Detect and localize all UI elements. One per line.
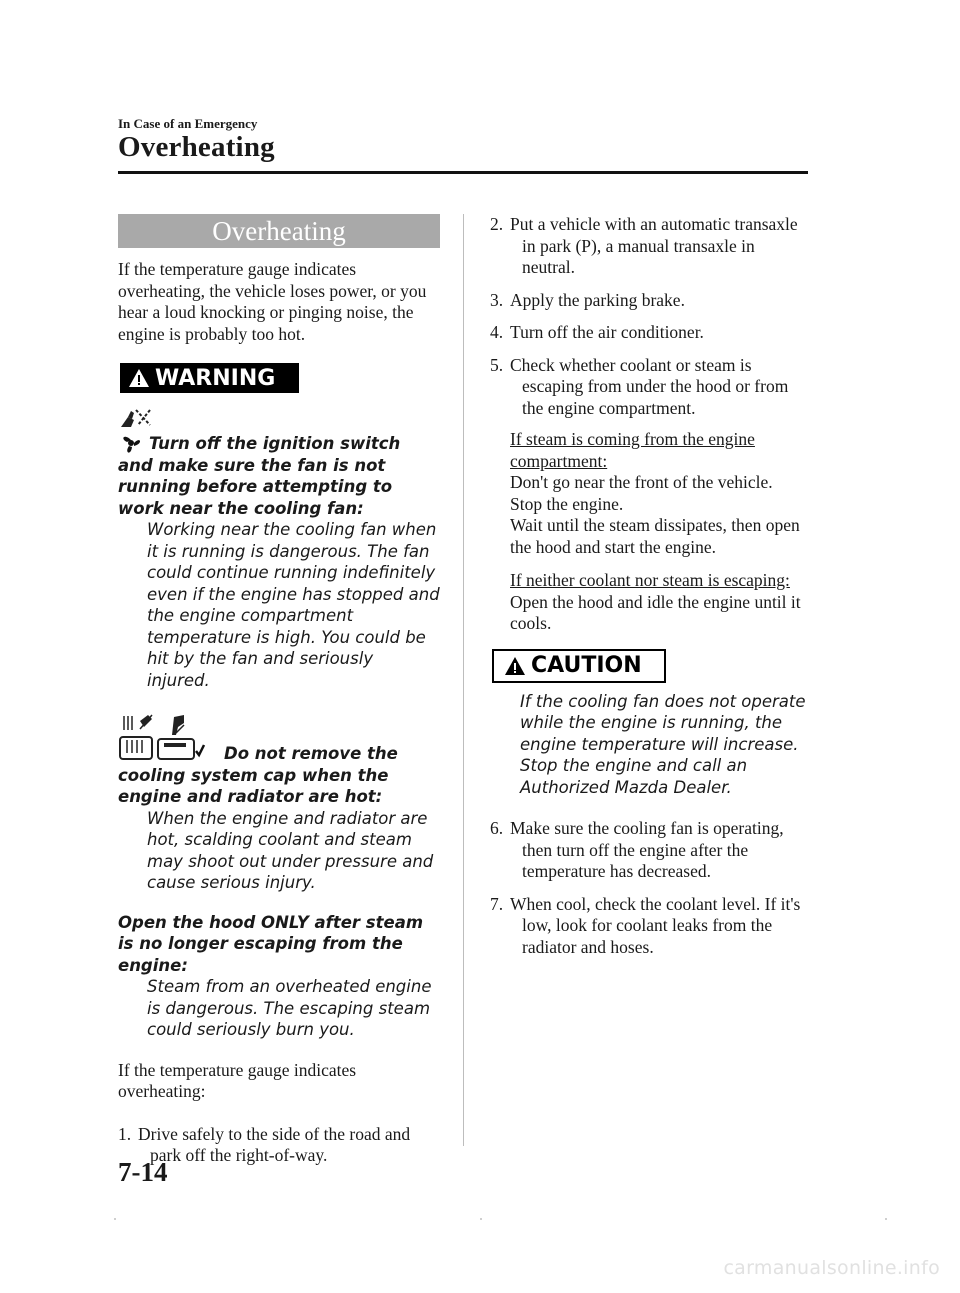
header-rule [118, 171, 808, 174]
left-column [118, 214, 440, 1167]
warning-item-2 [118, 743, 440, 894]
warning-item-3 [118, 912, 440, 1041]
warning-label-text: WARNING [155, 365, 276, 391]
steps-list-right [490, 214, 810, 419]
step-3-number: 3. [490, 289, 504, 310]
warning-item-3-lead: Open the hood ONLY after steam is no longer escaping from the engine: [118, 912, 424, 975]
cap-warning-icons [118, 713, 440, 765]
cap-removal-icon [156, 713, 206, 763]
warning-item-2-lead: Do not remove the cooling system cap when the engine and radiator are hot: [118, 744, 398, 806]
step-4 [490, 322, 810, 344]
step-6-number: 6. [490, 818, 504, 838]
step-3-text: Apply the parking brake. [510, 289, 685, 310]
scan-speck [885, 1218, 887, 1220]
nosteam-heading: If neither coolant nor steam is escaping: [510, 570, 790, 590]
nosteam-text: Open the hood and idle the engine until it cools. [510, 591, 801, 633]
steam-block [490, 429, 810, 635]
step-3 [490, 290, 810, 312]
warning-label [120, 363, 299, 393]
right-column [490, 214, 810, 958]
warning-triangle-icon [128, 368, 150, 388]
step-6-text: Make sure the cooling fan is operating, then turn off the engine after the temperature has decreased. [510, 818, 784, 881]
page-title: Overheating [118, 131, 275, 163]
steam-heading: If steam is coming from the engine compartment: [510, 429, 755, 471]
hand-prohibited-icon [118, 407, 154, 431]
fan-icon [118, 431, 144, 455]
caution-block [490, 649, 810, 799]
caution-label [492, 649, 666, 683]
step-6 [490, 818, 810, 883]
caution-triangle-icon [504, 656, 526, 676]
section-label: In Case of an Emergency [118, 116, 258, 131]
step-5-number: 5. [490, 354, 504, 375]
scan-speck [480, 1218, 482, 1220]
step-1-number: 1. [118, 1123, 132, 1144]
steam-text-3: Wait until the steam dissipates, then open the hood and start the engine. [510, 515, 800, 557]
steam-text-1: Don't go near the front of the vehicle. [510, 472, 773, 492]
step-7-text: When cool, check the coolant level. If it's low, look for coolant leaks from the radiator and hoses. [510, 893, 801, 957]
step-7 [490, 894, 810, 959]
step-5-text: Check whether coolant or steam is escaping from under the hood or from the engine compartment. [510, 354, 789, 418]
section-banner: Overheating [118, 214, 440, 248]
step-4-text: Turn off the air conditioner. [510, 322, 704, 342]
step-1-text: Drive safely to the side of the road and park off the right-of-way. [138, 1123, 411, 1165]
fan-warning-icons [118, 407, 440, 453]
procedure-intro: If the temperature gauge indicates overheating: [118, 1059, 357, 1101]
page-number: 7-14 [118, 1157, 168, 1187]
caution-label-text: CAUTION [531, 653, 642, 678]
steam-text-2: Stop the engine. [510, 493, 624, 514]
warning-item-2-text: When the engine and radiator are hot, scalding coolant and steam may shoot out under pressure and cause serious injury. [147, 808, 434, 892]
radiator-steam-icon [118, 713, 158, 763]
warning-item-1-lead: Turn off the ignition switch and make sure the fan is not running before attempting to work near the cooling fan: [118, 434, 401, 518]
step-2-number: 2. [490, 214, 504, 234]
step-4-number: 4. [490, 322, 504, 342]
warning-item-1 [118, 433, 440, 691]
step-2-text: Put a vehicle with an automatic transaxle in park (P), a manual transaxle in neutral. [510, 214, 798, 277]
step-5 [490, 355, 810, 420]
step-7-number: 7. [490, 893, 504, 914]
warning-item-3-text: Steam from an overheated engine is dangerous. The escaping steam could seriously burn you. [147, 977, 432, 1039]
intro-paragraph: If the temperature gauge indicates overheating, the vehicle loses power, or you hear a loud knocking or pinging noise, the engine is probably too hot. [118, 259, 427, 344]
column-divider [463, 214, 464, 1146]
step-2 [490, 214, 810, 279]
warning-item-1-text: Working near the cooling fan when it is running is dangerous. The fan could continue running indefinitely even if the engine has stopped and the engine compartment temperature is high. You could be hit by the fan and seriously injured. [147, 520, 440, 690]
scan-speck [114, 1218, 116, 1220]
steps-list-right-2 [490, 818, 810, 958]
caution-text: If the cooling fan does not operate while the engine is running, the engine temperature will increase. Stop the engine and call an Authorized Mazda Dealer. [520, 691, 806, 797]
watermark[interactable]: carmanualsonline.info [723, 1257, 940, 1279]
